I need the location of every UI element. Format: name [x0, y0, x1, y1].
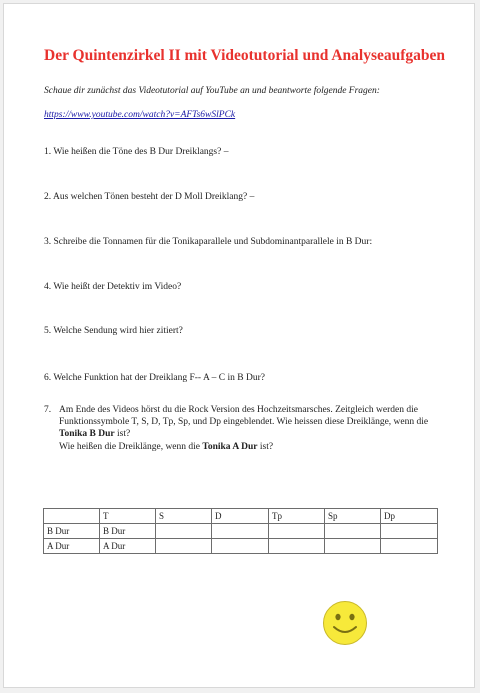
table-cell	[156, 539, 212, 554]
question-7-bold-b-dur: Tonika B Dur	[59, 429, 115, 440]
table-cell	[212, 539, 269, 554]
table-cell	[325, 524, 381, 539]
question-7	[44, 404, 444, 453]
question-1: 1. Wie heißen die Töne des B Dur Dreiklangs? –	[44, 147, 229, 157]
table-header-row	[44, 509, 438, 524]
answer-table	[43, 508, 438, 554]
table-header-dp: Dp	[381, 509, 438, 524]
intro-text: Schaue dir zunächst das Videotutorial auf YouTube an und beantworte folgende Fragen:	[44, 86, 380, 96]
table-row-label: A Dur	[44, 539, 100, 554]
table-cell	[269, 524, 325, 539]
table-cell	[44, 509, 100, 524]
table-header-d: D	[212, 509, 269, 524]
smiley-face-icon	[322, 600, 368, 646]
table-header-t: T	[100, 509, 156, 524]
table-cell	[269, 539, 325, 554]
question-5: 5. Welche Sendung wird hier zitiert?	[44, 326, 183, 336]
question-7-after1: ist?	[117, 429, 131, 440]
table-row	[44, 539, 438, 554]
question-7-line2: Wie heißen die Dreiklänge, wenn die	[59, 441, 201, 452]
table-cell	[212, 524, 269, 539]
question-7-number: 7.	[44, 405, 52, 415]
question-7-text: Am Ende des Videos hörst du die Rock Version des Hochzeitsmarsches. Zeitgleich werden die Funktionssymbole T, S, D, Tp, Sp, und Dp eingeblendet. Wie heissen diese Dreiklänge, wenn die	[59, 405, 429, 428]
table-cell	[325, 539, 381, 554]
table-header-s: S	[156, 509, 212, 524]
question-2: 2. Aus welchen Tönen besteht der D Moll Dreiklang? –	[44, 192, 255, 202]
question-6: 6. Welche Funktion hat der Dreiklang F-- A – C in B Dur?	[44, 373, 265, 383]
question-7-after2: ist?	[259, 441, 274, 452]
table-row-label: B Dur	[44, 524, 100, 539]
table-cell	[381, 539, 438, 554]
worksheet-page	[3, 3, 475, 688]
question-7-bold-a-dur: Tonika A Dur	[202, 441, 258, 452]
table-cell	[156, 524, 212, 539]
page-title: Der Quintenzirkel II mit Videotutorial und Analyseaufgaben	[44, 47, 446, 64]
table-cell	[381, 524, 438, 539]
question-4: 4. Wie heißt der Detektiv im Video?	[44, 282, 182, 292]
table-cell: B Dur	[100, 524, 156, 539]
youtube-link[interactable]: https://www.youtube.com/watch?v=AFTs6wSlPCk	[44, 110, 236, 120]
question-3: 3. Schreibe die Tonnamen für die Tonikaparallele und Subdominantparallele in B Dur:	[44, 237, 373, 247]
table-row	[44, 524, 438, 539]
table-header-sp: Sp	[325, 509, 381, 524]
table-header-tp: Tp	[269, 509, 325, 524]
table-cell: A Dur	[100, 539, 156, 554]
